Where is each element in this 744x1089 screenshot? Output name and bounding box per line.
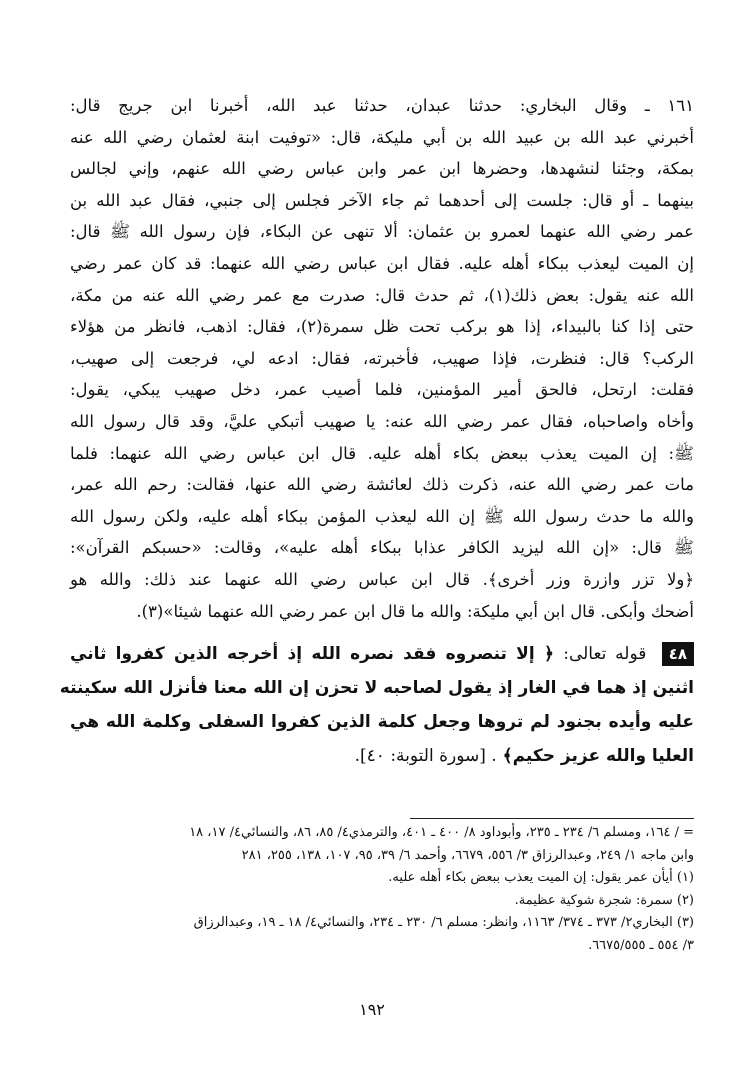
footnote-line: وابن ماجه ١/ ٢٤٩، وعبدالرزاق ٣/ ٥٥٦، ٦٦٧٩، وأحمد ٦/ ٣٩، ٩٥، ١٠٧، ١٣٨، ٢٥٥، ٢٨١ <box>241 847 694 863</box>
section-verse <box>59 637 694 773</box>
text-line: ﴿ولا تزر وازرة وزر أخرى﴾. قال ابن عباس رضي الله عنهما عند ذلك: والله هو <box>70 569 694 589</box>
section-intro: قوله تعالى: <box>563 644 647 665</box>
text-line: إن الميت ليعذب ببكاء أهله عليه. فقال ابن عباس رضي الله عنهما: قد كان عمر رضي <box>70 253 694 273</box>
footnote-line: (١) أيأن عمر يقول: إن الميت يعذب ببعض بكاء أهله عليه. <box>388 870 694 885</box>
text-line: وأخاه واصاحباه، فقال عمر رضي الله عنه: يا صهيب أتبكي عليَّ، وقد قال رسول الله <box>70 411 694 431</box>
text-line: أخبرني عبد الله بن عبيد الله بن أبي مليكة، قال: «توفيت ابنة لعثمان رضي الله عنه <box>70 127 694 147</box>
main-text <box>59 90 695 773</box>
text-line: والله ما حدث رسول الله ﷺ إن الله ليعذب المؤمن ببكاء أهله عليه، ولكن رسول الله <box>70 506 694 526</box>
text-line: الله عنه يقول: بعض ذلك(١)، ثم حدث قال: صدرت مع عمر رضي الله عنه من مكة، <box>70 285 694 305</box>
text-line: عمر رضي الله عنهما لعمرو بن عثمان: ألا تنهى عن البكاء، فإن رسول الله ﷺ قال: <box>70 222 695 242</box>
footnote-divider <box>410 818 694 819</box>
section-number-badge: ٤٨ <box>662 642 694 666</box>
verse-line-last <box>70 739 694 773</box>
footnote-line: ٣/ ٥٥٤ ـ ٦٦٧٥/٥٥٥. <box>588 937 694 953</box>
verse-text: ﴿ إلا تنصروه فقد نصره الله إذ أخرجه الذين كفروا ثاني <box>70 644 554 665</box>
text-line: ١٦١ ـ وقال البخاري: حدثنا عبدان، حدثنا عبد الله، أخبرنا ابن جريج قال: <box>70 96 694 115</box>
page-number: ١٩٢ <box>359 1000 385 1019</box>
text-line: ﷺ قال: «إن الله ليزيد الكافر عذابا ببكاء أهله عليه»، وقالت: «حسبكم القرآن»: <box>70 538 694 558</box>
text-line: مات عمر رضي الله عنه، ذكرت ذلك لعائشة رضي الله عنها، فقالت: رحم الله عمر، <box>70 475 694 495</box>
verse-line: عليه وأيده بجنود لم تروها وجعل كلمة الذين كفروا السفلى وكلمة الله هي <box>70 712 694 733</box>
text-line: الركب؟ قال: فنظرت، فإذا صهيب، فأخبرته، فقال: ادعه لي، فرجعت إلى صهيب، <box>70 348 694 368</box>
footnotes <box>70 822 694 957</box>
footnote-line: (٢) سمرة: شجرة شوكية عظيمة. <box>514 892 694 908</box>
text-line: أضحك وأبكى. قال ابن أبي مليكة: والله ما قال ابن عمر رضي الله عنهما شيئا»(٣). <box>136 601 694 621</box>
verse-line-first <box>70 637 694 671</box>
text-line: فقلت: ارتحل، فالحق أمير المؤمنين، فلما أصيب عمر، دخل صهيب يبكي، يقول: <box>70 380 694 400</box>
text-line: بينهما ـ أو قال: جلست إلى أحدهما ثم جاء الآخر فجلس إلى جنبي، فقال عبد الله بن <box>70 190 694 210</box>
hadith-paragraph <box>70 90 694 627</box>
verse-text: العليا والله عزيز حكيم﴾ <box>502 746 694 767</box>
text-line: بمكة، وجئنا لنشهدها، وحضرها ابن عمر وابن عباس رضي الله عنهم، وإني لجالس <box>70 159 694 179</box>
surah-reference: . [سورة التوبة: ٤٠]. <box>354 746 497 767</box>
text-line: حتى إذا كنا بالبيداء، إذا هو بركب تحت ظل سمرة(٢)، فقال: اذهب، فانظر من هؤلاء <box>70 317 694 337</box>
footnote-line: = / ١٦٤، ومسلم ٦/ ٢٣٤ ـ ٢٣٥، وأبوداود ٨/ ٤٠٠ ـ ٤٠١، والترمذي٤/ ٨٥، ٨٦، والنسائي٤/ ١٧، ١٨ <box>189 825 694 840</box>
verse-line: اثنين إذ هما في الغار إذ يقول لصاحبه لا تحزن إن الله معنا فأنزل الله سكينته <box>59 678 694 699</box>
text-line: ﷺ: إن الميت يعذب ببعض بكاء أهله عليه. قال ابن عباس رضي الله عنهما: فلما <box>70 443 694 463</box>
footnote-line: (٣) البخاري٢/ ٣٧٣ ـ ٣٧٤/ ١١٦٣، وانظر: مسلم ٦/ ٢٣٠ ـ ٢٣٤، والنسائي٤/ ١٨ ـ ١٩، وعبدالرزاق <box>193 915 694 930</box>
